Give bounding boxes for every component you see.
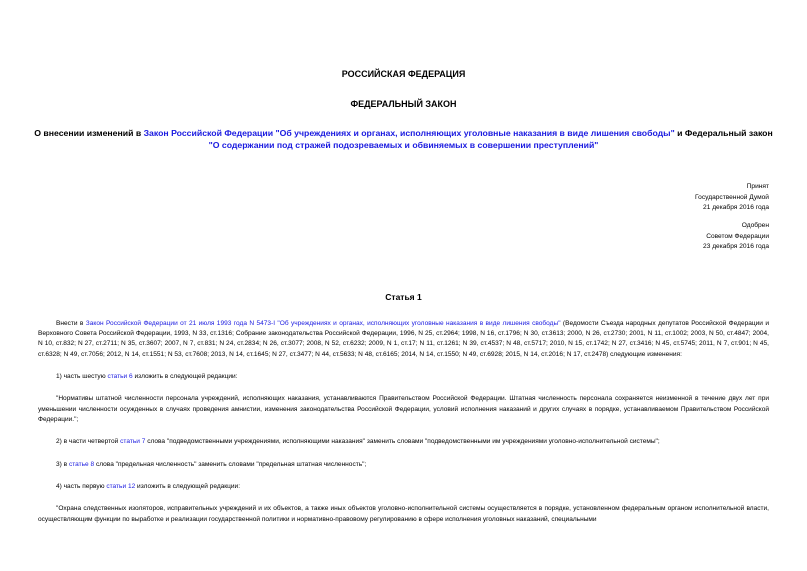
title-link-custody-law[interactable]: "О содержании под стражей подозреваемых и обвиняемых в совершении преступлений"	[208, 140, 599, 150]
paragraph-intro	[38, 319, 769, 360]
paragraph-item-4-text: "Охрана следственных изоляторов, исправительных учреждений и их объектов, а также иных объектов уголовно-исполнительной системы осуществляется в порядке, установленном федеральным органом исполнительной власти, осуществляющим функции по выработке и реализации государственной политики и нормативно-правовому регулированию в сфере исполнения уголовных наказаний, специальными	[38, 505, 769, 523]
paragraph-item-2	[38, 437, 769, 447]
title-prefix: О внесении изменений в	[34, 128, 144, 138]
paragraph-item-1-text: "Нормативы штатной численности персонала учреждений, исполняющих наказания, устанавливаются Правительством Российской Федерации. Штатная численность персонала сохраняется неизменной в течение двух лет при уменьшении численности осужденных в случаях проведения амнистии, изменения законодательства Российской Федерации, условий исполнения наказаний и других случаях в порядке, устанавливаемом Правительством Российской Федерации.";	[38, 395, 769, 423]
paragraph-item-4	[38, 482, 769, 492]
text-span: изложить в следующей редакции:	[132, 373, 238, 380]
approved-line-2: Советом Федерации	[706, 232, 769, 240]
article-body	[38, 319, 769, 537]
title-middle: и Федеральный закон	[674, 128, 773, 138]
approved-block	[609, 221, 769, 253]
adopted-line-1: Принят	[746, 183, 769, 190]
text-span: слова "подведомственными учреждениями, исполняющими наказания" заменить словами "подведомственными им учреждениями уголовно-исполнительной системы";	[145, 438, 660, 446]
article-heading: Статья 1	[385, 292, 422, 302]
doc-type-header: ФЕДЕРАЛЬНЫЙ ЗАКОН	[350, 99, 457, 109]
text-span: 4) часть первую	[56, 482, 107, 490]
title-link-law-1993[interactable]: Закон Российской Федерации "Об учреждениях и органах, исполняющих уголовные наказания в виде лишения свободы"	[143, 128, 675, 138]
adopted-block	[609, 182, 769, 214]
approved-date: 23 декабря 2016 года	[703, 243, 769, 250]
text-span: 3) в	[56, 460, 69, 468]
link-article-7[interactable]: статьи 7	[120, 438, 146, 446]
paragraph-item-3	[38, 460, 769, 470]
text-span: Внести в	[56, 320, 86, 327]
paragraph-item-1	[38, 372, 769, 382]
text-span: 2) в части четвертой	[56, 438, 121, 446]
text-span: изложить в следующей редакции:	[135, 482, 241, 490]
adopted-line-2: Государственной Думой	[695, 193, 769, 201]
text-span: 1) часть шестую	[56, 373, 108, 380]
link-article-6[interactable]: статьи 6	[107, 373, 133, 380]
adopted-date: 21 декабря 2016 года	[703, 204, 769, 211]
law-title	[30, 127, 777, 151]
approved-line-1: Одобрен	[741, 222, 769, 229]
link-law-5473[interactable]: Закон Российской Федерации от 21 июля 1993 года N 5473-I	[85, 320, 276, 327]
link-article-8[interactable]: статье 8	[68, 460, 95, 468]
country-header: РОССИЙСКАЯ ФЕДЕРАЦИЯ	[341, 69, 466, 79]
link-article-12[interactable]: статьи 12	[106, 482, 136, 490]
text-span: слова "предельная численность" заменить словами "предельная штатная численность";	[94, 460, 367, 468]
text-span: (Ведомости Съезда народных депутатов Российской Федерации и Верховного Совета Российской Федерации, 1993, N 33, ст.1316; Собрание законодательства Российской Федерации, 1996, N 25, ст.2964; 1998, N 16, ст.1796; N 30, ст.3613; 2000, N 26, ст.2730; 2001, N 11, ст.1002; 2003, N 50, ст.4847; 2004, N 10, ст.832; N 27, ст.2711; N 35, ст.3607; 2007, N 7, ст.831; N 24, ст.2834; N 26, ст.3077; 2008, N 52, ст.6232; 2009, N 1, ст.17; N 11, ст.1261; N 39, ст.4537; N 48, ст.5717; 2010, N 15, ст.1742; N 27, ст.3416; N 45, ст.5745; 2011, N 7, ст.901; N 45, ст.6328; N 49, ст.7056; 2012, N 14, ст.1551; N 53, ст.7608; 2013, N 14, ст.1645; N 27, ст.3477; N 44, ст.5633; N 48, ст.6165; 2014, N 14, ст.1550; N 49, ст.6928; 2015, N 14, ст.2016; N 17, ст.2478) следующие изменения:	[38, 320, 769, 358]
link-law-title[interactable]: "Об учреждениях и органах, исполняющих уголовные наказания в виде лишения свободы"	[277, 320, 561, 327]
